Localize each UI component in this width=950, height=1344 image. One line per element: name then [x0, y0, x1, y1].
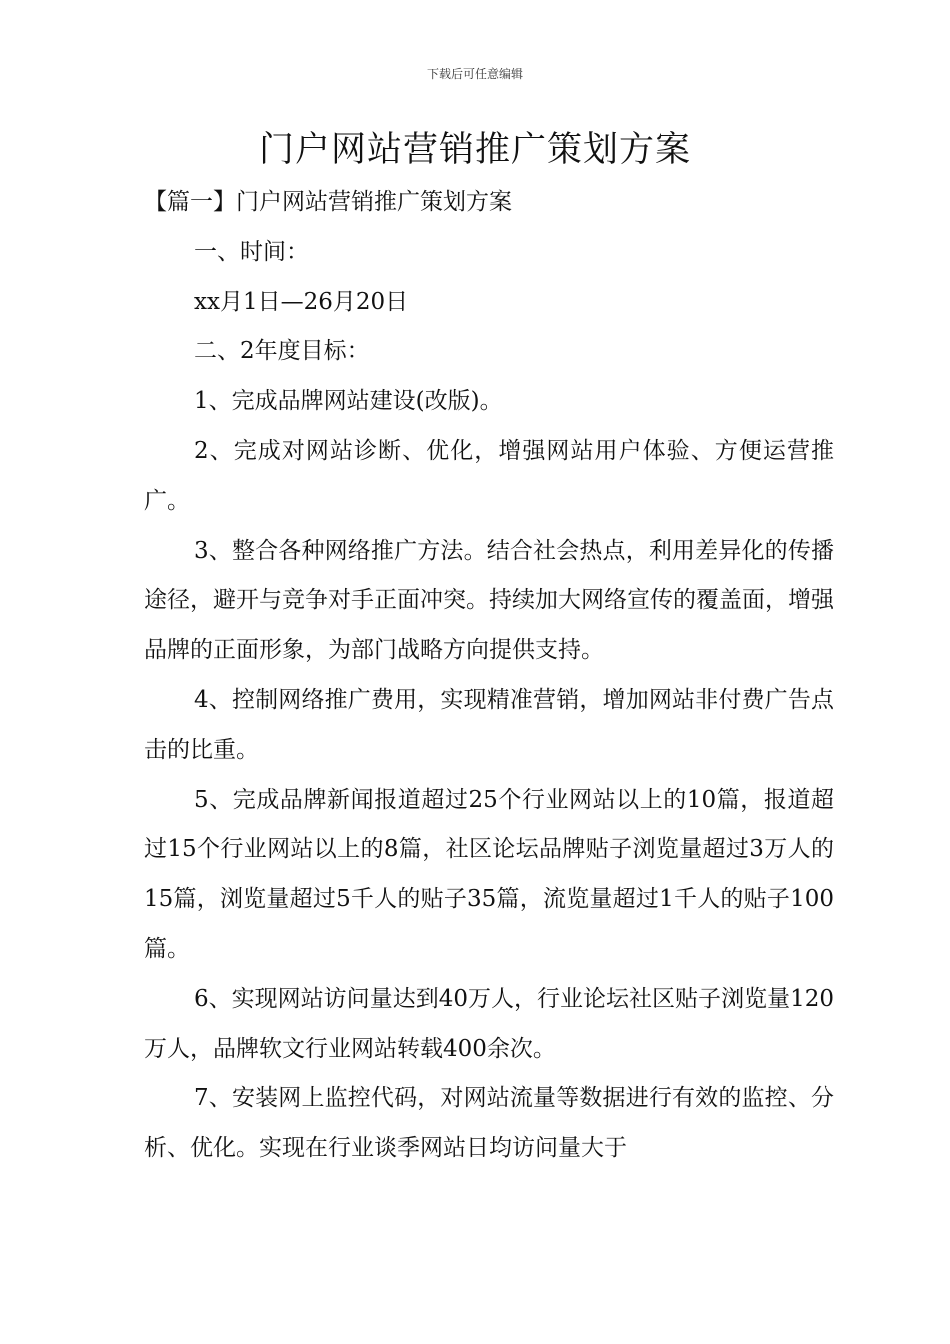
paragraph-goal-1: 1、完成品牌网站建设(改版)。: [194, 388, 503, 415]
paragraph-goal-3: 3、整合各种网络推广方法。结合社会热点，利用差异化的传播途径，避开与竞争对手正面冲突。持续加大网络宣传的覆盖面，增强品牌的正面形象，为部门战略方向提供支持。: [144, 537, 834, 664]
paragraph-date-range: xx月1日—26月20日: [194, 288, 409, 315]
paragraph-goal-5: 5、完成品牌新闻报道超过25个行业网站以上的10篇，报道超过15个行业网站以上的8篇，社区论坛品牌贴子浏览量超过3万人的15篇，浏览量超过5千人的贴子35篇，流览量超过1千人的贴子100篇。: [144, 786, 834, 962]
paragraph-goal-4: 4、控制网络推广费用，实现精准营销，增加网站非付费广告点击的比重。: [144, 686, 834, 763]
document-title: 门户网站营销推广策划方案: [258, 130, 691, 170]
header-note: 下载后可任意编辑: [426, 67, 523, 81]
paragraph-goal-7: 7、安装网上监控代码，对网站流量等数据进行有效的监控、分析、优化。实现在行业谈季网站日均访问量大于: [144, 1085, 834, 1162]
paragraph-goal-2: 2、完成对网站诊断、优化，增强网站用户体验、方便运营推广。: [144, 437, 834, 514]
section-label: 【篇一】门户网站营销推广策划方案: [144, 189, 512, 215]
paragraph-goal-6: 6、实现网站访问量达到40万人，行业论坛社区贴子浏览量120万人，品牌软文行业网站转载400余次。: [144, 985, 834, 1062]
document-body: [144, 178, 834, 1174]
paragraph-goals-heading: 二、2年度目标：: [194, 338, 370, 365]
paragraph-time-heading: 一、时间：: [194, 238, 309, 265]
